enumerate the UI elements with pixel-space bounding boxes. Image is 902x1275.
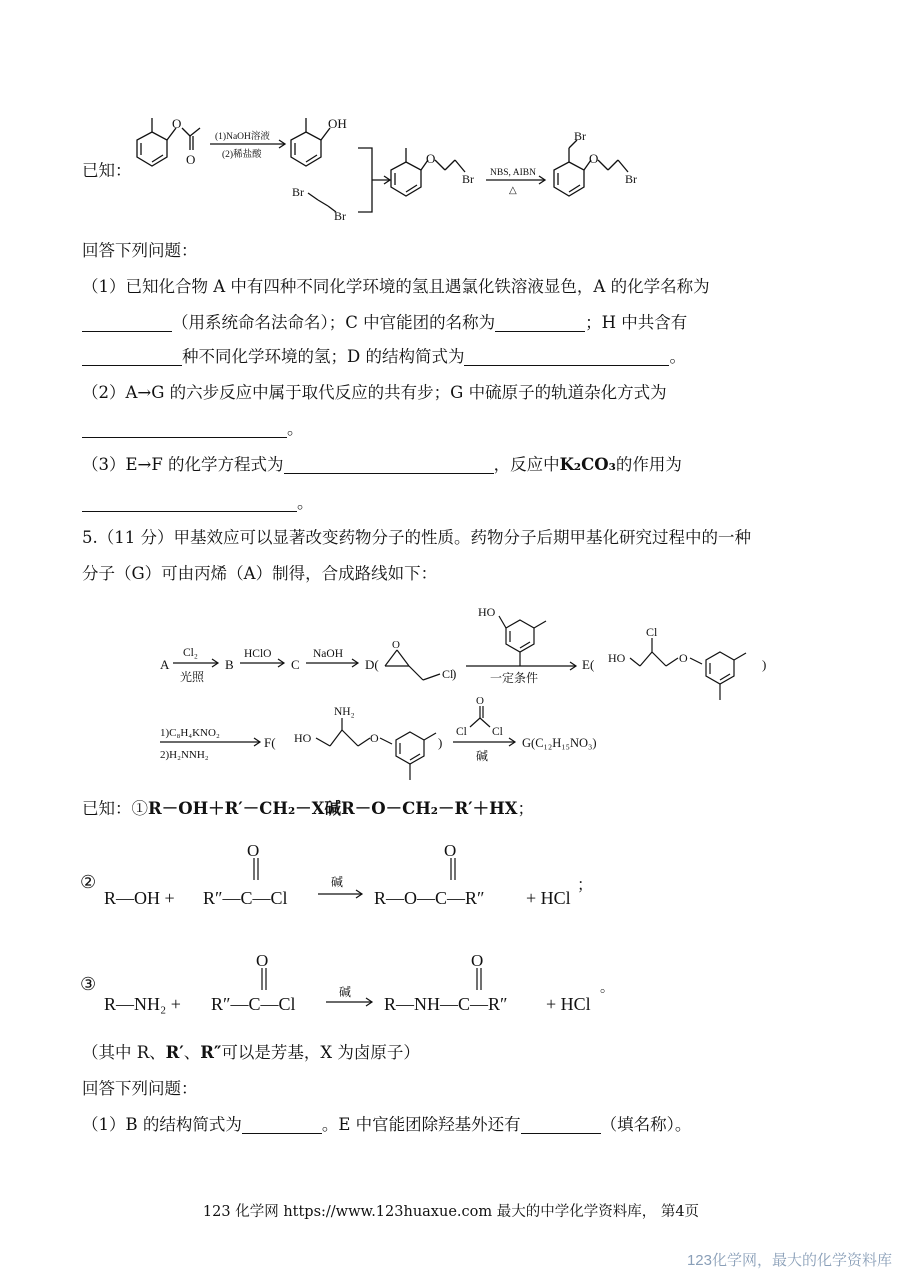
note-text-a: （其中 R、	[82, 1043, 166, 1062]
bromine-label-3: Br	[462, 172, 474, 186]
answer-blank[interactable]	[82, 347, 182, 366]
question-3-end: 。	[297, 493, 314, 512]
r2-base: 碱	[331, 875, 344, 889]
known-scheme-diagram	[0, 0, 902, 240]
r3-period: 。	[600, 981, 614, 996]
known-label-2: 已知：	[82, 799, 132, 818]
answer-intro-1: 回答下列问题：	[82, 241, 198, 260]
question-1-text-c: 种不同化学环境的氢；D 的结构简式为	[182, 347, 465, 366]
base-label: 碱	[476, 749, 489, 763]
question-3-line-1	[82, 454, 682, 476]
question-2-line-1: （2）A→G 的六步反应中属于取代反应的共有步；G 中硫原子的轨道杂化方式为	[82, 383, 667, 402]
e-ho: HO	[608, 651, 626, 665]
q5-1-text-b: 。E 中官能团除羟基外还有	[321, 1115, 521, 1134]
question-5-line-1: 5.（11 分）甲基效应可以显著改变药物分子的性质。药物分子后期甲基化研究过程中的一种	[82, 528, 751, 547]
circle-3: ③	[80, 974, 97, 994]
compound-a-label: A	[160, 657, 170, 672]
question-1-text-b: ；H 中共含有	[585, 313, 688, 332]
r2-acyl-chloride: R″—C—Cl	[203, 888, 288, 908]
k2co3-formula: K₂CO₃	[559, 455, 616, 474]
q5-1-text-c: （填名称）。	[600, 1115, 692, 1134]
condition-label: 一定条件	[490, 671, 539, 685]
bromine-label-2: Br	[334, 209, 346, 223]
circle-2: ②	[80, 872, 97, 892]
f-oxygen: O	[370, 731, 379, 745]
answer-blank[interactable]	[521, 1115, 601, 1134]
r3-hcl: + HCl	[546, 994, 591, 1014]
cresol-ho: HO	[478, 605, 496, 619]
answer-blank[interactable]	[242, 1115, 322, 1134]
d-chlorine: Cl	[442, 667, 454, 681]
phosgene-oxygen: O	[476, 695, 484, 707]
answer-blank[interactable]	[284, 455, 494, 474]
question-1-line-3	[82, 346, 686, 368]
r3-base: 碱	[339, 985, 352, 999]
epoxide-oxygen: O	[392, 639, 400, 651]
known-equation-1: R－OH＋R′－CH₂－X碱R－O－CH₂－R′＋HX	[148, 799, 518, 818]
naoh-reagent: NaOH	[313, 648, 344, 660]
phenol-oh-label: OH	[328, 116, 347, 131]
e-chlorine: Cl	[646, 625, 658, 639]
known-label: 已知：	[82, 161, 132, 180]
phosgene-cl-left: Cl	[456, 726, 467, 738]
question-2-line-2	[82, 418, 304, 440]
ether-oxygen-label-2: O	[589, 151, 599, 166]
watermark: 123化学网，最大的化学资料库	[686, 1252, 892, 1269]
bromine-label-4: Br	[574, 129, 586, 143]
compound-c-label: C	[291, 657, 300, 672]
question-5-line-2: 分子（G）可由丙烯（A）制得，合成路线如下：	[82, 564, 438, 583]
note-line	[82, 1042, 420, 1064]
r2-hcl: + HCl	[526, 888, 571, 908]
p3-carbonyl-o: O	[471, 951, 484, 970]
e-oxygen: O	[679, 651, 688, 665]
carbonyl-oxygen-label: O	[186, 152, 196, 167]
f-ho: HO	[294, 731, 312, 745]
r3-product: R—NH—C—R″	[384, 994, 508, 1014]
reagent-f2: 2)H₂NNH₂	[160, 749, 209, 761]
reagent-hcl-label: (2)稀盐酸	[222, 150, 262, 160]
compound-d-open: D(	[365, 657, 379, 672]
r2-semicolon: ；	[577, 877, 594, 894]
hclo-reagent: HClO	[244, 648, 272, 660]
compound-d-close: )	[452, 666, 457, 681]
answer-blank[interactable]	[82, 419, 287, 438]
question-1-end: 。	[669, 347, 686, 366]
answer-blank[interactable]	[82, 313, 172, 332]
note-r-double-prime: R″	[200, 1043, 222, 1062]
question-3-line-2	[82, 492, 314, 514]
note-r-prime: R′	[165, 1043, 184, 1062]
heat-label: △	[509, 185, 517, 196]
r2-carbonyl-o: O	[247, 841, 260, 860]
compound-f-close: )	[438, 735, 443, 750]
reagent-f1: 1)C₈H₄KNO₂	[160, 727, 220, 739]
compound-f-open: F(	[264, 735, 276, 750]
light-condition: 光照	[180, 670, 205, 684]
question-3-text-c: 的作用为	[615, 455, 682, 474]
r3-carbonyl-o: O	[256, 951, 269, 970]
p2-carbonyl-o: O	[444, 841, 457, 860]
known-equation-1-end: ；	[517, 799, 534, 818]
bromine-label-5: Br	[625, 172, 637, 186]
question-1-line-2	[82, 312, 687, 334]
answer-blank[interactable]	[82, 493, 297, 512]
compound-e-open: E(	[582, 657, 595, 672]
r3-amine: R—NH₂ +	[104, 994, 181, 1014]
known-reaction-2-diagram	[0, 838, 902, 938]
compound-b-label: B	[225, 657, 234, 672]
ester-oxygen-label: O	[172, 116, 182, 131]
question-1-line-1: （1）已知化合物 A 中有四种不同化学环境的氢且遇氯化铁溶液显色，A 的化学名称为	[82, 277, 710, 296]
r2-product: R—O—C—R″	[374, 888, 485, 908]
question-3-text-b: ，反应中	[493, 455, 560, 474]
ether-oxygen-label-1: O	[426, 151, 436, 166]
synthesis-route-diagram	[0, 590, 902, 790]
answer-intro-2: 回答下列问题：	[82, 1079, 198, 1098]
phosgene-cl-right: Cl	[492, 726, 503, 738]
compound-g-label: G(C₁₂H₁₅NO₃)	[522, 736, 597, 750]
known-reaction-3-diagram	[0, 946, 902, 1046]
nbs-reagent-label: NBS, AIBN	[490, 168, 536, 178]
answer-blank[interactable]	[464, 347, 669, 366]
r3-acyl-chloride: R″—C—Cl	[211, 994, 296, 1014]
compound-e-close: )	[762, 657, 767, 672]
f-nh2: NH₂	[334, 706, 355, 718]
note-text-b: 可以是芳基，X 为卤原子）	[221, 1043, 420, 1062]
answer-blank[interactable]	[495, 313, 585, 332]
page-footer: 123 化学网 https://www.123huaxue.com 最大的中学化学资料库， 第4页	[202, 1204, 700, 1220]
bromine-label-1: Br	[292, 185, 304, 199]
note-sep: 、	[183, 1043, 201, 1062]
chlorine-reagent: Cl₂	[183, 647, 198, 659]
question-3-text-a: （3）E→F 的化学方程式为	[82, 455, 284, 474]
q5-1-text-a: （1）B 的结构简式为	[82, 1115, 242, 1134]
r2-alcohol: R—OH +	[104, 888, 175, 908]
question-5-1	[82, 1114, 691, 1136]
known-line-1	[82, 798, 534, 820]
question-1-text-a: （用系统命名法命名）；C 中官能团的名称为	[172, 313, 496, 332]
question-2-end: 。	[287, 419, 304, 438]
reagent-naoh-label: (1)NaOH溶液	[215, 132, 270, 142]
circle-1: ①	[131, 799, 148, 818]
